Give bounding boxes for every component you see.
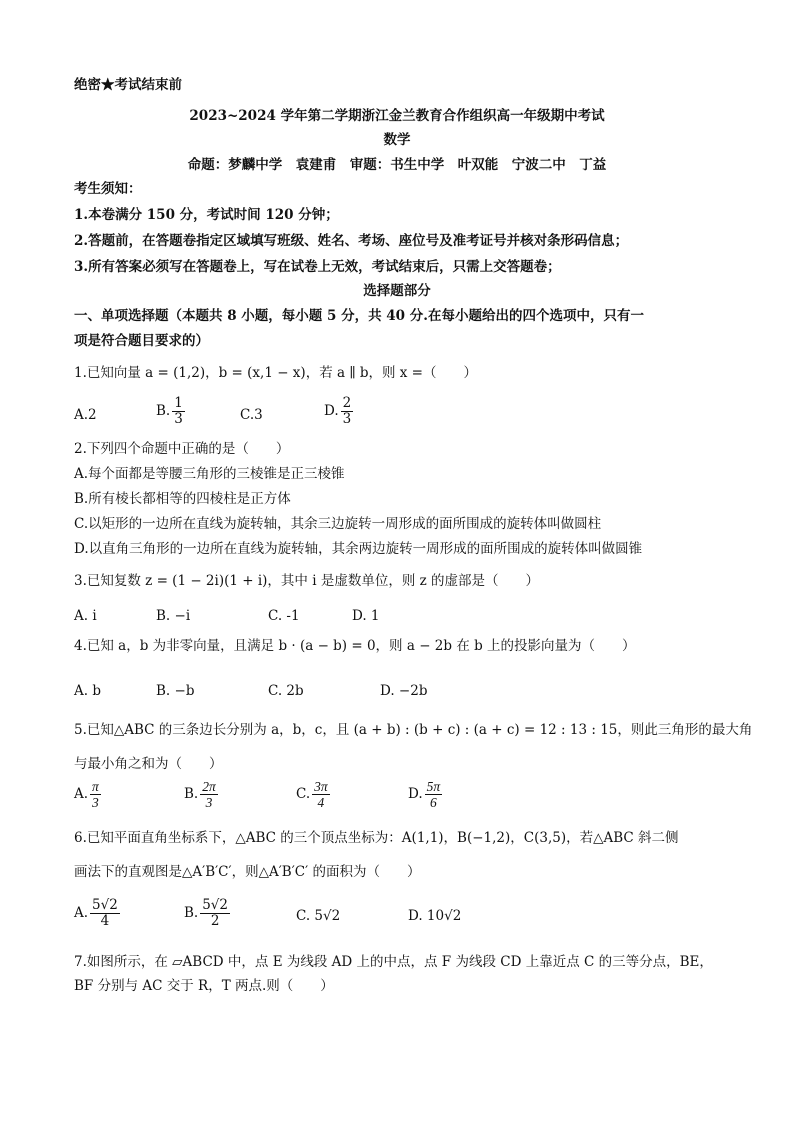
q4-option-a: A. b	[74, 683, 101, 699]
q3-option-b: B. −i	[156, 608, 191, 624]
subject-title: 数学	[383, 132, 411, 148]
part1-instructions-line1: 一、单项选择题（本题共 8 小题，每小题 5 分，共 40 分.在每小题给出的四个选项中，只有一	[74, 308, 644, 324]
q3-stem: 3.已知复数 z = (1 − 2i)(1 + i)，其中 i 是虚数单位，则 z 的虚部是（ ）	[74, 573, 540, 589]
q5-option-d: D. $\frac{5\pi}{6}$	[408, 779, 441, 810]
q6-option-d: D. 10√2	[408, 908, 462, 924]
q1-stem: 1.已知向量 a = (1,2)，b = (x,1 − x)，若 a ∥ b，则 x =（ ）	[74, 365, 477, 381]
q2-option-b: B.所有棱长都相等的四棱柱是正方体	[74, 491, 291, 507]
q2-option-c: C.以矩形的一边所在直线为旋转轴，其余三边旋转一周形成的面所围成的旋转体叫做圆柱	[74, 516, 602, 532]
notice-heading: 考生须知：	[74, 181, 142, 197]
q6-option-c: C. 5√2	[296, 908, 341, 924]
q5-option-b: B. $\frac{2\pi}{3}$	[184, 779, 216, 810]
notice-item-2: 2.答题前，在答题卷指定区域填写班级、姓名、考场、座位号及准考证号并核对条形码信息；	[74, 233, 629, 249]
q5-option-a: A. $\frac{\pi}{3}$	[74, 779, 99, 810]
part1-instructions-line2: 项是符合题目要求的）	[74, 333, 209, 349]
q7-stem-line2: BF 分别与 AC 交于 R，T 两点.则（ ）	[74, 978, 334, 994]
q5-stem-line2: 与最小角之和为（ ）	[74, 756, 223, 772]
q1-option-b: B. $\frac{1}{3}$	[156, 395, 183, 427]
q3-option-d: D. 1	[352, 608, 380, 624]
q2-option-a: A.每个面都是等腰三角形的三棱锥是正三棱锥	[74, 466, 345, 482]
section-title: 选择题部分	[363, 283, 431, 299]
q4-option-d: D. −2b	[380, 683, 428, 699]
exam-title: 2023~2024 学年第二学期浙江金兰教育合作组织高一年级期中考试	[189, 108, 605, 124]
q5-option-c: C. $\frac{3\pi}{4}$	[296, 779, 328, 810]
q4-option-c: C. 2b	[268, 683, 304, 699]
q6-stem-line2: 画法下的直观图是△A′B′C′，则△A′B′C′ 的面积为（ ）	[74, 864, 421, 880]
q4-stem: 4.已知 a，b 为非零向量，且满足 b · (a − b) = 0，则 a − 2b 在 b 上的投影向量为（ ）	[74, 638, 636, 654]
q6-stem-line1: 6.已知平面直角坐标系下，△ABC 的三个顶点坐标为：A(1,1)，B(−1,2)，C(3,5)，若△ABC 斜二侧	[74, 830, 679, 846]
confidential-label: 绝密★考试结束前	[74, 77, 182, 93]
q1-option-d: D. $\frac{2}{3}$	[324, 395, 352, 427]
q3-option-a: A. i	[74, 608, 97, 624]
q4-option-b: B. −b	[156, 683, 195, 699]
q7-stem-line1: 7.如图所示，在 ▱ABCD 中，点 E 为线段 AD 上的中点，点 F 为线段 CD 上靠近点 C 的三等分点，BE，	[74, 954, 713, 970]
notice-item-3: 3.所有答案必须写在答题卷上，写在试卷上无效，考试结束后，只需上交答题卷；	[74, 259, 561, 275]
q5-stem-line1: 5.已知△ABC 的三条边长分别为 a，b，c，且 (a + b) : (b + c) : (a + c) = 12 : 13 : 15，则此三角形的最大角	[74, 722, 753, 738]
q2-option-d: D.以直角三角形的一边所在直线为旋转轴，其余两边旋转一周形成的面所围成的旋转体叫做圆锥	[74, 541, 643, 557]
q6-option-b: B. $\frac{5√2}{2}$	[184, 897, 228, 929]
notice-item-1: 1.本卷满分 150 分，考试时间 120 分钟；	[74, 207, 339, 223]
authors-line: 命题：梦麟中学 袁建甫 审题：书生中学 叶双能 宁波二中 丁益	[187, 157, 607, 173]
q1-option-a: A.2	[74, 407, 97, 423]
q2-stem: 2.下列四个命题中正确的是（ ）	[74, 441, 290, 457]
q3-option-c: C. -1	[268, 608, 300, 624]
q6-option-a: A. $\frac{5√2}{4}$	[74, 897, 118, 929]
q1-option-c: C.3	[240, 407, 263, 423]
